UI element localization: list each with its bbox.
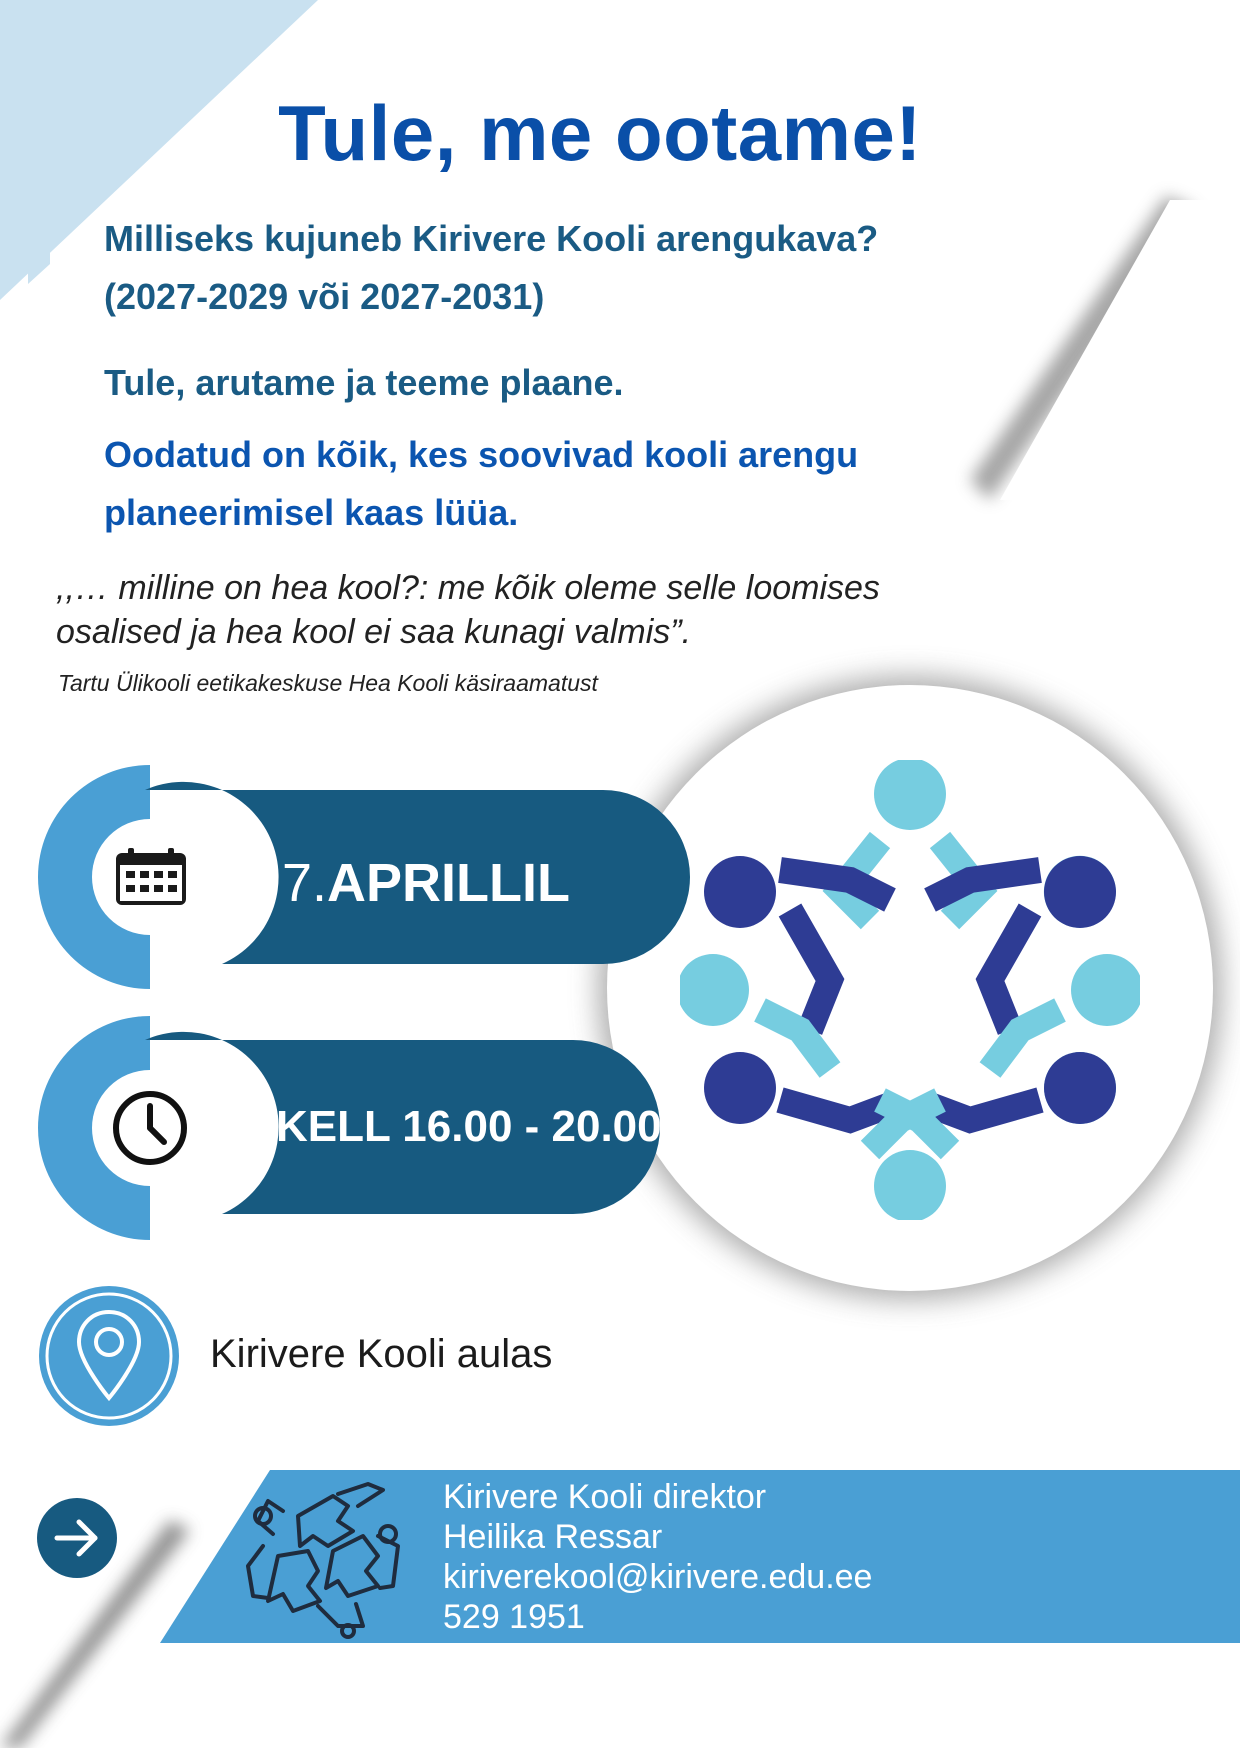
clock-icon [110, 1088, 190, 1168]
quote-line-1: ,,… milline on hea kool?: me kõik oleme selle loomises [56, 569, 880, 607]
welcome-line-2: planeerimisel kaas lüüa. [104, 492, 519, 533]
event-date [282, 852, 570, 914]
people-circle-icon [680, 760, 1140, 1220]
invite-text: Tule, arutame ja teeme plaane. [104, 362, 624, 403]
location-pin-icon [69, 1306, 149, 1406]
contact-name: Heilika Ressar [443, 1518, 663, 1556]
contact-email[interactable]: kiriverekool@kirivere.edu.ee [443, 1558, 873, 1596]
contact-phone[interactable]: 529 1951 [443, 1598, 585, 1636]
page-title: Tule, me ootame! [278, 89, 922, 177]
welcome-line-1: Oodatud on kõik, kes soovivad kooli arengu [104, 434, 859, 475]
quote-source: Tartu Ülikooli eetikakeskuse Hea Kooli käsiraamatust [58, 670, 598, 696]
event-location: Kirivere Kooli aulas [210, 1332, 553, 1376]
quote [56, 566, 880, 654]
right-diagonal-band [1000, 200, 1240, 500]
teamwork-puzzle-icon [238, 1476, 408, 1641]
quote-line-2: osalised ja hea kool ei saa kunagi valmis”. [56, 613, 692, 651]
contact-role: Kirivere Kooli direktor [443, 1478, 767, 1516]
event-date-month: APRILLIL [327, 853, 571, 913]
arrow-right-icon [47, 1508, 107, 1568]
event-date-day: 7. [282, 853, 328, 913]
calendar-icon [114, 847, 188, 907]
event-time: KELL 16.00 - 20.00 [276, 1102, 662, 1151]
question-line-2: (2027-2029 või 2027-2031) [104, 276, 545, 317]
question-line-1: Milliseks kujuneb Kirivere Kooli arengukava? [104, 218, 879, 259]
contact-info [443, 1477, 872, 1637]
